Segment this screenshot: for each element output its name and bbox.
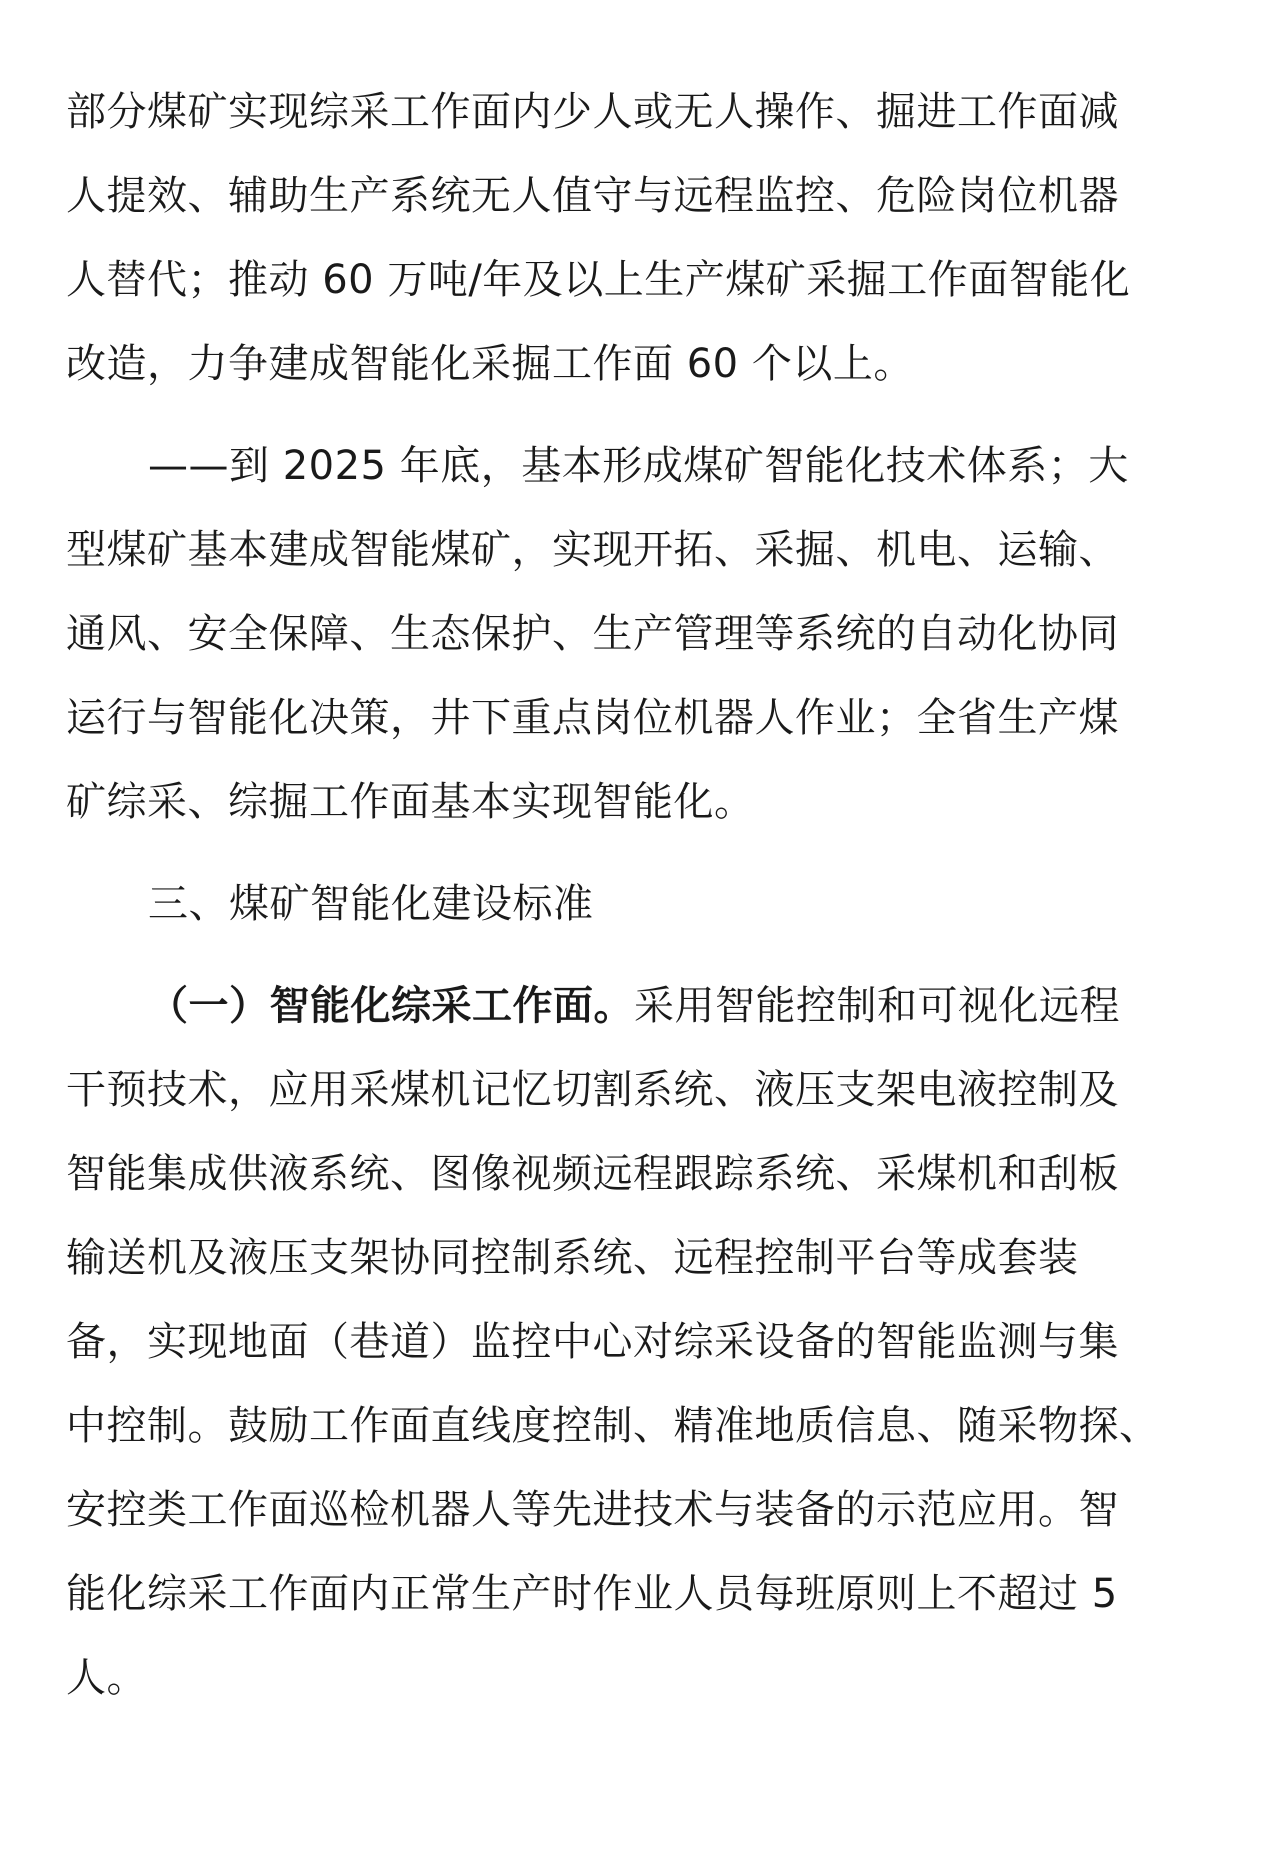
text-line: ——到 2025 年底，基本形成煤矿智能化技术体系；大 (148, 443, 1129, 489)
first-line-rest: 采用智能控制和可视化远程 (634, 983, 1120, 1029)
paragraph-coal-mine-goals (66, 70, 1166, 406)
text-line: 矿综采、综掘工作面基本实现智能化。 (66, 779, 755, 825)
text-line: 改造，力争建成智能化采掘工作面 60 个以上。 (66, 341, 914, 387)
text-line: 通风、安全保障、生态保护、生产管理等系统的自动化协同 (66, 611, 1119, 657)
text-line (66, 964, 1166, 1048)
text-line: 部分煤矿实现综采工作面内少人或无人操作、掘进工作面减 (66, 89, 1119, 135)
text-line: 人提效、辅助生产系统无人值守与远程监控、危险岗位机器 (66, 173, 1119, 219)
text-line: 干预技术，应用采煤机记忆切割系统、液压支架电液控制及 (66, 1067, 1119, 1113)
heading-text: 三、煤矿智能化建设标准 (148, 881, 594, 927)
text-line: 中控制。鼓励工作面直线度控制、精准地质信息、随采物探、 (66, 1403, 1160, 1449)
text-line: 人。 (66, 1655, 147, 1701)
text-line: 运行与智能化决策，井下重点岗位机器人作业；全省生产煤 (66, 695, 1119, 741)
text-line: 备，实现地面（巷道）监控中心对综采设备的智能监测与集 (66, 1319, 1119, 1365)
text-line: 能化综采工作面内正常生产时作业人员每班原则上不超过 5 (66, 1571, 1118, 1617)
text-line: 安控类工作面巡检机器人等先进技术与装备的示范应用。智 (66, 1487, 1119, 1533)
text-line: 输送机及液压支架协同控制系统、远程控制平台等成套装 (66, 1235, 1079, 1281)
text-line: 人替代；推动 60 万吨/年及以上生产煤矿采掘工作面智能化 (66, 257, 1131, 303)
paragraph-2025-target (66, 424, 1166, 844)
section-heading (66, 862, 1166, 946)
bold-lead-title: （一）智能化综采工作面。 (148, 983, 634, 1029)
text-line: 型煤矿基本建成智能煤矿，实现开拓、采掘、机电、运输、 (66, 527, 1119, 573)
paragraph-smart-mining-face (66, 964, 1166, 1720)
text-line: 智能集成供液系统、图像视频远程跟踪系统、采煤机和刮板 (66, 1151, 1119, 1197)
document-page (66, 70, 1166, 1720)
